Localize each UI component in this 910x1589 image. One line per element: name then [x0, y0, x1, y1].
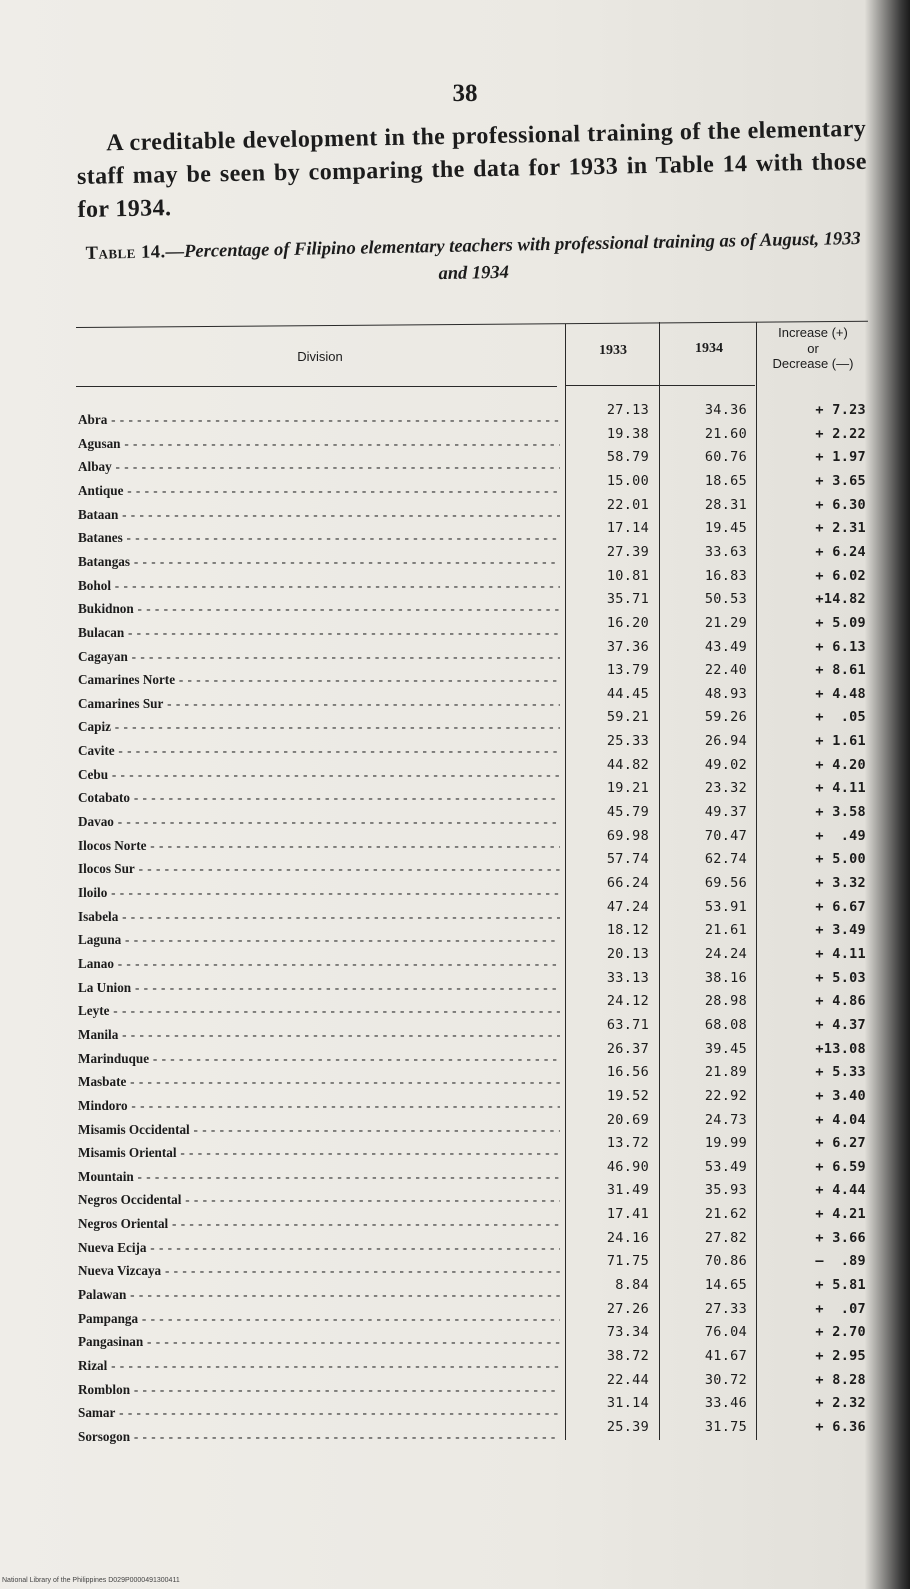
change-cell: — .89	[815, 1253, 866, 1270]
header-change-line-2: or	[807, 341, 819, 356]
value-1933-cell: 16.56	[606, 1064, 649, 1081]
value-1934-cell: 22.40	[704, 662, 747, 679]
value-1934-cell: 60.76	[704, 449, 747, 466]
change-cell: + 6.59	[815, 1158, 866, 1175]
value-1933-cell: 27.13	[606, 402, 649, 418]
division-cell: Nueva Ecija - - -	[78, 1240, 560, 1260]
value-1933-cell: 44.45	[606, 685, 649, 702]
value-1934-cell: 68.08	[704, 1016, 747, 1033]
footer-credit: National Library of the Philippines D029P0000491300411	[2, 1577, 180, 1584]
value-1934-cell: 26.94	[704, 733, 747, 750]
value-1933-cell: 24.16	[606, 1229, 649, 1246]
value-1934-cell: 27.33	[704, 1300, 747, 1317]
header-change-line-1: Increase (+)	[778, 325, 848, 340]
division-cell: Lanao - - -	[78, 956, 560, 976]
change-cell: + 5.33	[815, 1064, 866, 1081]
value-1933-cell: 31.14	[606, 1395, 649, 1412]
value-1933-cell: 63.71	[606, 1016, 649, 1033]
value-1933-cell: 20.69	[606, 1111, 649, 1128]
division-cell: Romblon - - -	[78, 1382, 560, 1402]
value-1933-cell: 22.01	[606, 496, 649, 513]
change-cell: + 6.24	[815, 543, 866, 560]
value-1934-cell: 38.16	[704, 969, 747, 986]
value-1933-cell: 16.20	[606, 614, 649, 631]
division-header-rule	[76, 386, 557, 387]
division-cell: Nueva Vizcaya - - -	[78, 1263, 560, 1283]
value-1933-cell: 25.39	[606, 1418, 649, 1435]
value-1934-cell: 50.53	[704, 591, 747, 608]
division-cell: Mountain - - -	[78, 1169, 560, 1189]
year-header-rule	[565, 385, 755, 386]
division-cell: Agusan - - -	[78, 436, 560, 456]
change-cell: + 2.32	[815, 1395, 866, 1412]
page-number: 38	[452, 80, 478, 107]
change-cell: + 4.48	[815, 685, 866, 702]
value-1934-cell: 69.56	[704, 875, 747, 891]
value-1934-cell: 62.74	[704, 851, 747, 868]
change-cell: + 6.02	[815, 567, 866, 584]
value-1934-cell: 49.37	[704, 804, 747, 821]
value-1933-cell: 10.81	[606, 567, 649, 584]
division-cell: Batangas - - -	[78, 554, 560, 574]
division-cell: La Union - - -	[78, 980, 560, 1000]
change-cell: + 8.61	[815, 662, 866, 679]
value-1933-cell: 37.36	[606, 638, 649, 655]
value-1933-cell: 57.74	[606, 851, 649, 868]
value-1933-cell: 19.38	[606, 425, 649, 442]
value-1934-cell: 19.99	[704, 1135, 747, 1152]
change-cell: + 4.11	[815, 780, 866, 797]
header-change-line-3: Decrease (—)	[772, 356, 854, 371]
division-cell: Cebu - - -	[78, 767, 560, 787]
value-1934-cell: 48.93	[704, 685, 747, 702]
value-1934-cell: 30.72	[704, 1371, 747, 1388]
value-1934-cell: 33.46	[704, 1395, 747, 1412]
value-1933-cell: 69.98	[606, 827, 649, 844]
value-1933-cell: 22.44	[606, 1371, 649, 1388]
division-cell: Antique - - -	[78, 483, 560, 503]
change-cell: + 3.66	[815, 1229, 866, 1246]
division-cell: Pangasinan - - -	[78, 1334, 560, 1354]
change-cell: + 2.95	[815, 1348, 866, 1364]
division-cell: Davao - - -	[78, 814, 560, 834]
value-1933-cell: 19.21	[606, 780, 649, 797]
change-cell: + 6.13	[815, 638, 866, 655]
change-cell: + 2.70	[815, 1324, 866, 1341]
change-cell: + 3.40	[815, 1087, 866, 1104]
header-division: Division	[297, 349, 343, 364]
change-cell: + 5.81	[815, 1277, 866, 1294]
division-cell: Ilocos Sur - - -	[78, 861, 560, 881]
change-cell: + 3.32	[815, 875, 866, 891]
division-cell: Leyte - - -	[78, 1003, 560, 1023]
change-cell: +13.08	[815, 1040, 866, 1057]
change-cell: + 4.37	[815, 1016, 866, 1033]
division-cell: Capiz - - -	[78, 719, 560, 739]
value-1933-cell: 24.12	[606, 993, 649, 1010]
value-1933-cell: 15.00	[606, 472, 649, 489]
value-1934-cell: 53.91	[704, 898, 747, 915]
value-1933-cell: 17.14	[606, 520, 649, 537]
value-1934-cell: 18.65	[704, 472, 747, 489]
value-1933-cell: 45.79	[606, 804, 649, 821]
division-cell: Bataan - - -	[78, 507, 560, 527]
division-cell: Pampanga - - -	[78, 1311, 560, 1331]
value-1933-cell: 8.84	[615, 1277, 649, 1294]
value-1933-cell: 17.41	[606, 1206, 649, 1223]
value-1933-cell: 46.90	[606, 1158, 649, 1175]
division-cell: Camarines Sur - - -	[78, 696, 560, 716]
value-1934-cell: 19.45	[704, 520, 747, 537]
division-cell: Batanes - - -	[78, 530, 560, 550]
value-1934-cell: 21.29	[704, 614, 747, 631]
division-cell: Cotabato - - -	[78, 790, 560, 810]
value-1933-cell: 31.49	[606, 1182, 649, 1199]
value-1934-cell: 39.45	[704, 1040, 747, 1057]
value-1934-cell: 24.24	[704, 945, 747, 962]
value-1934-cell: 31.75	[704, 1418, 747, 1435]
value-1933-cell: 33.13	[606, 969, 649, 986]
value-1934-cell: 23.32	[704, 780, 747, 797]
table-top-rule	[76, 321, 868, 328]
division-cell: Negros Oriental - - -	[78, 1216, 560, 1236]
value-1933-cell: 38.72	[606, 1348, 649, 1364]
value-1934-cell: 14.65	[704, 1277, 747, 1294]
value-1933-cell: 25.33	[606, 733, 649, 750]
change-cell: + 1.97	[815, 449, 866, 466]
change-cell: + 3.49	[815, 922, 866, 939]
change-cell: + 4.44	[815, 1182, 866, 1199]
change-cell: + .07	[815, 1300, 866, 1317]
intro-paragraph: A creditable development in the professional training of the elementary staff may be seen by comparing the data for 1933 in Table 14 with those for 1934.	[76, 115, 868, 223]
value-1933-cell: 20.13	[606, 945, 649, 962]
value-1934-cell: 33.63	[704, 543, 747, 560]
change-cell: + 4.86	[815, 993, 866, 1010]
division-cell: Bulacan - - -	[78, 625, 560, 645]
change-cell: + 4.20	[815, 756, 866, 773]
change-cell: + 6.67	[815, 898, 866, 915]
value-1933-cell: 26.37	[606, 1040, 649, 1057]
division-cell: Laguna - - -	[78, 932, 560, 952]
value-1934-cell: 21.62	[704, 1206, 747, 1223]
value-1934-cell: 28.31	[704, 496, 747, 513]
change-cell: + 4.11	[815, 945, 866, 962]
division-cell: Manila - - -	[78, 1027, 560, 1047]
value-1933-cell: 47.24	[606, 898, 649, 915]
change-cell: + 4.04	[815, 1111, 866, 1128]
header-1933: 1933	[599, 343, 627, 358]
table-caption-text: —Percentage of Filipino elementary teachers with professional training as of August, 1933 and 1934	[165, 228, 861, 285]
change-cell: + 2.22	[815, 425, 866, 442]
division-cell: Isabela - - -	[78, 909, 560, 929]
division-cell: Rizal - - -	[78, 1358, 560, 1378]
change-cell: + 5.03	[815, 969, 866, 986]
division-cell: Mindoro - - -	[78, 1098, 560, 1118]
division-cell: Sorsogon - - -	[78, 1429, 560, 1449]
division-cell: Camarines Norte - - -	[78, 672, 560, 692]
value-1934-cell: 41.67	[704, 1348, 747, 1364]
value-1933-cell: 35.71	[606, 591, 649, 608]
table-caption-label: Table 14.	[85, 242, 166, 264]
header-1934: 1934	[695, 341, 723, 356]
value-1934-cell: 16.83	[704, 567, 747, 584]
value-1934-cell: 34.36	[704, 402, 747, 418]
value-1934-cell: 21.61	[704, 922, 747, 939]
value-1933-cell: 59.21	[606, 709, 649, 726]
value-1933-cell: 44.82	[606, 756, 649, 773]
change-cell: + 4.21	[815, 1206, 866, 1223]
division-cell: Bukidnon - - -	[78, 601, 560, 621]
change-cell: + 6.27	[815, 1135, 866, 1152]
change-cell: + 7.23	[815, 402, 866, 418]
value-1934-cell: 49.02	[704, 756, 747, 773]
change-cell: + 1.61	[815, 733, 866, 750]
division-cell: Masbate - - -	[78, 1074, 560, 1094]
value-1933-cell: 18.12	[606, 922, 649, 939]
value-1934-cell: 21.60	[704, 425, 747, 442]
value-1934-cell: 70.47	[704, 827, 747, 844]
division-cell: Negros Occidental - - -	[78, 1192, 560, 1212]
change-cell: + 2.31	[815, 520, 866, 537]
division-cell: Bohol - - -	[78, 578, 560, 598]
division-cell: Marinduque - - -	[78, 1051, 560, 1071]
change-cell: + .05	[815, 709, 866, 726]
value-1933-cell: 73.34	[606, 1324, 649, 1341]
value-1933-cell: 66.24	[606, 875, 649, 891]
division-cell: Misamis Oriental - - -	[78, 1145, 560, 1165]
value-1934-cell: 35.93	[704, 1182, 747, 1199]
value-1933-cell: 13.72	[606, 1135, 649, 1152]
value-1933-cell: 13.79	[606, 662, 649, 679]
change-cell: +14.82	[815, 591, 866, 608]
value-1934-cell: 76.04	[704, 1324, 747, 1341]
value-1933-cell: 27.26	[606, 1300, 649, 1317]
division-cell: Albay - - -	[78, 459, 560, 479]
division-cell: Cagayan - - -	[78, 649, 560, 669]
change-cell: + .49	[815, 827, 866, 844]
division-cell: Cavite - - -	[78, 743, 560, 763]
change-cell: + 5.00	[815, 851, 866, 868]
value-1933-cell: 58.79	[606, 449, 649, 466]
table-row	[0, 1418, 910, 1453]
change-cell: + 8.28	[815, 1371, 866, 1388]
value-1934-cell: 28.98	[704, 993, 747, 1010]
division-cell: Iloilo - - -	[78, 885, 560, 905]
division-cell: Samar - - -	[78, 1405, 560, 1425]
division-cell: Abra - - -	[78, 412, 560, 432]
value-1934-cell: 22.92	[704, 1087, 747, 1104]
change-cell: + 3.58	[815, 804, 866, 821]
value-1934-cell: 70.86	[704, 1253, 747, 1270]
change-cell: + 6.30	[815, 496, 866, 513]
value-1933-cell: 71.75	[606, 1253, 649, 1270]
change-cell: + 3.65	[815, 472, 866, 489]
value-1933-cell: 27.39	[606, 543, 649, 560]
value-1934-cell: 53.49	[704, 1158, 747, 1175]
change-cell: + 6.36	[815, 1418, 866, 1435]
change-cell: + 5.09	[815, 614, 866, 631]
value-1934-cell: 21.89	[704, 1064, 747, 1081]
value-1934-cell: 27.82	[704, 1229, 747, 1246]
value-1934-cell: 59.26	[704, 709, 747, 726]
value-1933-cell: 19.52	[606, 1087, 649, 1104]
value-1934-cell: 24.73	[704, 1111, 747, 1128]
value-1934-cell: 43.49	[704, 638, 747, 655]
division-cell: Palawan - - -	[78, 1287, 560, 1307]
division-cell: Misamis Occidental - - -	[78, 1122, 560, 1142]
division-cell: Ilocos Norte - - -	[78, 838, 560, 858]
